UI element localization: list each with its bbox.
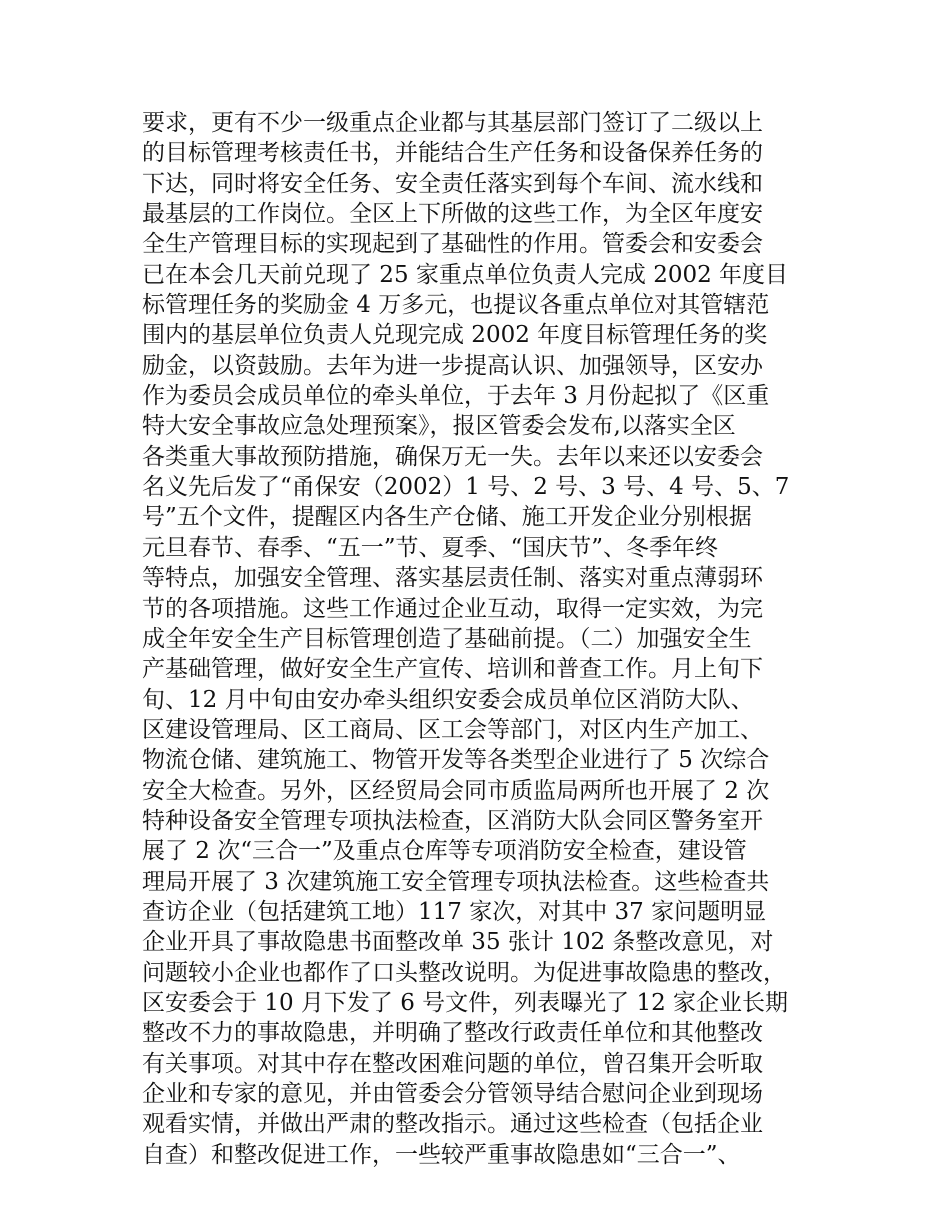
text-line: 的目标管理考核责任书，并能结合生产任务和设备保养任务的 bbox=[142, 140, 763, 167]
text-line: 各类重大事故预防措施，确保万无一失。去年以来还以安委会 bbox=[142, 443, 763, 470]
text-line: 区安委会于 10 月下发了 6 号文件，列表曝光了 12 家企业长期 bbox=[142, 989, 789, 1016]
text-line: 自查）和整改促进工作，一些较严重事故隐患如“三合一”、 bbox=[142, 1141, 741, 1168]
text-line: 全生产管理目标的实现起到了基础性的作用。管委会和安委会 bbox=[142, 231, 763, 258]
text-line: 特大安全事故应急处理预案》，报区管委会发布,以落实全区 bbox=[142, 413, 736, 440]
text-line: 号”五个文件，提醒区内各生产仓储、施工开发企业分别根据 bbox=[142, 504, 752, 531]
text-line: 展了 2 次“三合一”及重点仓库等专项消防安全检查，建设管 bbox=[142, 838, 747, 865]
text-line: 企业开具了事故隐患书面整改单 35 张计 102 条整改意见，对 bbox=[142, 929, 774, 956]
text-line: 最基层的工作岗位。全区上下所做的这些工作，为全区年度安 bbox=[142, 201, 763, 228]
text-line: 整改不力的事故隐患，并明确了整改行政责任单位和其他整改 bbox=[142, 1020, 763, 1047]
text-line: 问题较小企业也都作了口头整改说明。为促进事故隐患的整改， bbox=[142, 959, 786, 986]
text-line: 下达，同时将安全任务、安全责任落实到每个车间、流水线和 bbox=[142, 170, 763, 197]
text-line: 观看实情，并做出严肃的整改指示。通过这些检查（包括企业 bbox=[142, 1111, 763, 1138]
text-line: 已在本会几天前兑现了 25 家重点单位负责人完成 2002 年度目 bbox=[142, 261, 789, 288]
text-line: 理局开展了 3 次建筑施工安全管理专项执法检查。这些检查共 bbox=[142, 868, 770, 895]
text-line: 围内的基层单位负责人兑现完成 2002 年度目标管理任务的奖 bbox=[142, 322, 768, 349]
text-line: 特种设备安全管理专项执法检查，区消防大队会同区警务室开 bbox=[142, 807, 763, 834]
text-line: 产基础管理，做好安全生产宣传、培训和普查工作。月上旬下 bbox=[142, 656, 763, 683]
body-text bbox=[142, 108, 842, 1170]
text-line: 区建设管理局、区工商局、区工会等部门，对区内生产加工、 bbox=[142, 716, 763, 743]
text-line: 等特点，加强安全管理、落实基层责任制、落实对重点薄弱环 bbox=[142, 565, 763, 592]
text-line: 元旦春节、春季、“五一”节、夏季、“国庆节”、冬季年终 bbox=[142, 534, 719, 561]
text-line: 节的各项措施。这些工作通过企业互动，取得一定实效，为完 bbox=[142, 595, 763, 622]
text-line: 旬、12 月中旬由安办牵头组织安委会成员单位区消防大队、 bbox=[142, 686, 754, 713]
text-line: 作为委员会成员单位的牵头单位，于去年 3 月份起拟了《区重 bbox=[142, 383, 770, 410]
text-line: 标管理任务的奖励金 4 万多元，也提议各重点单位对其管辖范 bbox=[142, 292, 770, 319]
text-line: 企业和专家的意见，并由管委会分管领导结合慰问企业到现场 bbox=[142, 1081, 763, 1107]
text-line: 励金，以资鼓励。去年为进一步提高认识、加强领导，区安办 bbox=[142, 352, 763, 379]
text-line: 查访企业（包括建筑工地）117 家次，对其中 37 家问题明显 bbox=[142, 898, 767, 925]
text-line: 名义先后发了“甬保安（2002）1 号、2 号、3 号、4 号、5、7 bbox=[142, 474, 790, 501]
text-line: 有关事项。对其中存在整改困难问题的单位，曾召集开会听取 bbox=[142, 1050, 763, 1077]
text-line: 要求，更有不少一级重点企业都与其基层部门签订了二级以上 bbox=[142, 110, 763, 136]
text-line: 成全年安全生产目标管理创造了基础前提。（二）加强安全生 bbox=[142, 625, 752, 652]
text-line: 物流仓储、建筑施工、物管开发等各类型企业进行了 5 次综合 bbox=[142, 747, 770, 774]
text-line: 安全大检查。另外，区经贸局会同市质监局两所也开展了 2 次 bbox=[142, 777, 770, 804]
